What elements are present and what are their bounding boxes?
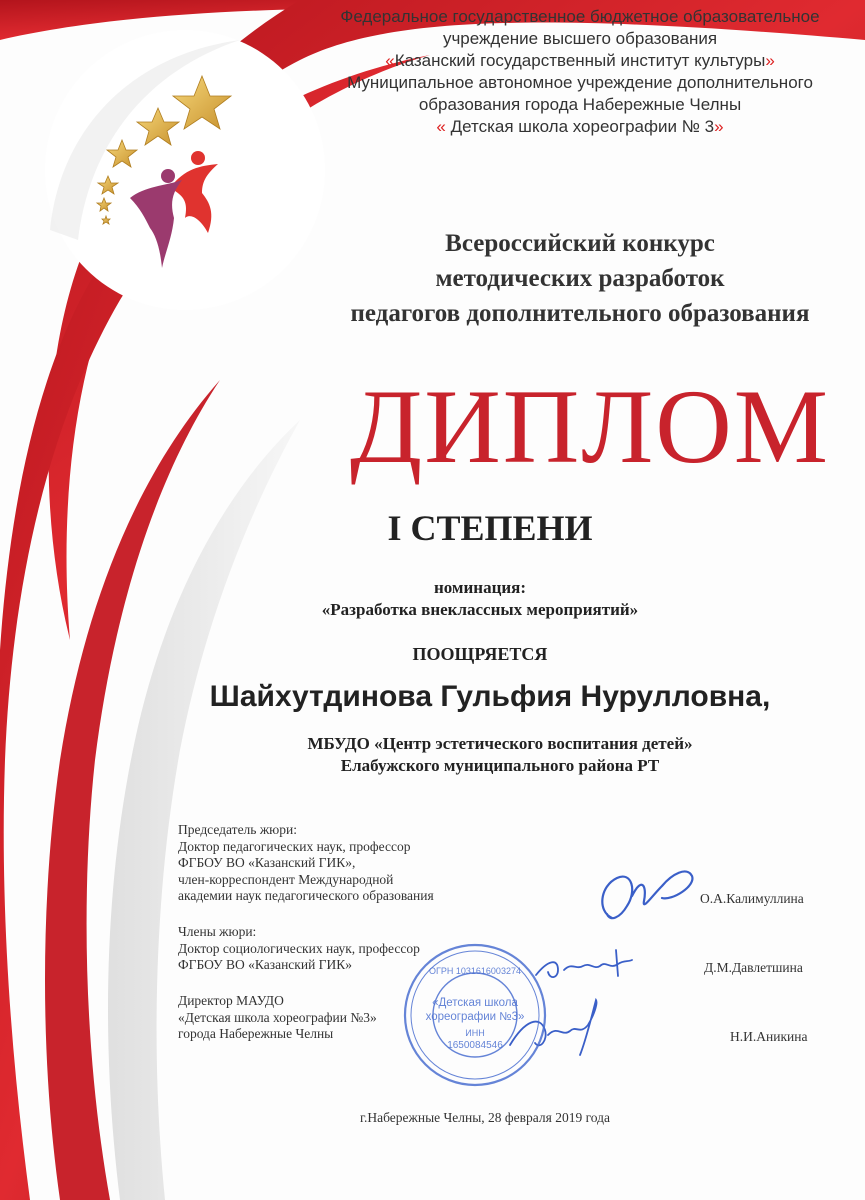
jury-members-line: ФГБОУ ВО «Казанский ГИК» [178, 957, 352, 972]
nomination-label: номинация: [433, 578, 527, 597]
director-line: Директор МАУДО [178, 993, 284, 1008]
contest-title-line: педагогов дополнительного образования [350, 300, 810, 327]
jury-chair-name: О.А.Калимуллина [700, 891, 804, 906]
director-line: города Набережные Челны [178, 1026, 334, 1041]
quote-close: » [714, 117, 724, 136]
jury-chair-block [178, 822, 434, 905]
rewarded-label: ПООЩРЯЕТСЯ [412, 644, 548, 664]
header-line: Муниципальное автономное учреждение дополнительного [347, 73, 813, 92]
quote-close: » [765, 51, 775, 70]
header-line [300, 50, 860, 72]
organizers-header [300, 6, 860, 138]
jury-chair-line: академии наук педагогического образования [178, 888, 434, 903]
org-line: МБУДО «Центр эстетического воспитания детей» [307, 734, 693, 753]
jury-member-name: Д.М.Давлетшина [704, 960, 803, 975]
stamp-inn-label: ИНН [465, 1028, 485, 1038]
header-line: образования города Набережные Челны [418, 95, 742, 114]
header-institute: Казанский государственный институт культуры [394, 51, 766, 70]
stamp-center-line: «Детская школа [432, 997, 518, 1009]
quote-open: « [436, 117, 446, 136]
contest-title [300, 226, 860, 331]
quote-open: « [385, 51, 395, 70]
jury-members-block [178, 924, 420, 974]
diploma-degree: I СТЕПЕНИ [387, 508, 593, 548]
director-name: Н.И.Аникина [730, 1029, 808, 1044]
org-line: Елабужского муниципального района РТ [340, 756, 660, 775]
dancers-stars-logo [90, 68, 250, 278]
recipient-organization [200, 733, 800, 777]
nomination [260, 577, 700, 621]
dancers-icon [130, 151, 218, 268]
contest-title-line: методических разработок [435, 265, 725, 292]
director-block [178, 993, 377, 1043]
header-school: Детская школа хореографии № 3 [445, 117, 715, 136]
stamp-inn: 1650084546 [447, 1040, 503, 1051]
header-line: учреждение высшего образования [442, 29, 718, 48]
diploma-title: ДИПЛОМ [349, 368, 831, 485]
place-and-date: г.Набережные Челны, 28 февраля 2019 года [359, 1110, 611, 1125]
jury-members-line: Доктор социологических наук, профессор [178, 940, 420, 956]
stamp-center-line: хореографии №3» [425, 1011, 525, 1023]
stamp-ogrn: ОГРН 1031616003274 [429, 966, 521, 976]
contest-title-line: Всероссийский конкурс [445, 230, 715, 257]
signature-icon [592, 856, 702, 936]
nomination-value: «Разработка внеклассных мероприятий» [321, 600, 639, 619]
jury-chair-line: ФГБОУ ВО «Казанский ГИК», [178, 855, 356, 870]
recipient-name: Шайхутдинова Гульфия Нурулловна, [209, 680, 771, 713]
jury-chair-line: член-корреспондент Международной [178, 871, 394, 887]
jury-chair-line: Доктор педагогических наук, профессор [178, 838, 411, 854]
director-line: «Детская школа хореографии №3» [178, 1009, 377, 1025]
round-seal [400, 940, 550, 1090]
jury-chair-line: Председатель жюри: [178, 822, 297, 837]
jury-members-line: Члены жюри: [178, 924, 257, 939]
header-line [300, 116, 860, 138]
header-line: Федеральное государственное бюджетное образовательное [340, 7, 820, 26]
